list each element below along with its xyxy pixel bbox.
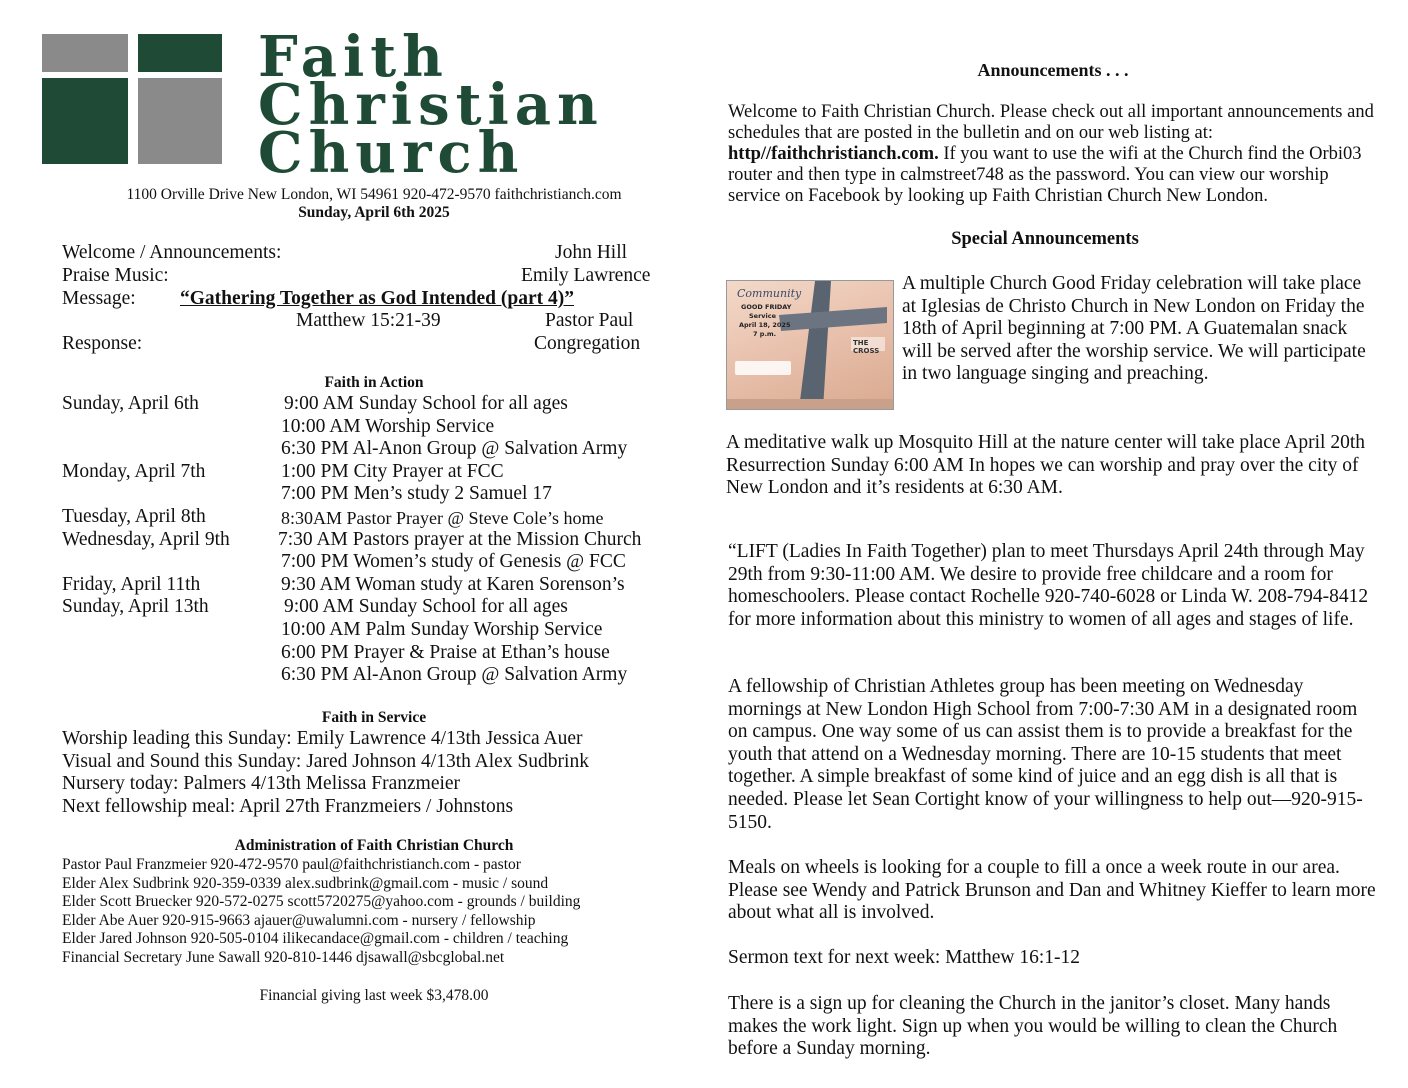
schedule-event: 9:00 AM Sunday School for all ages [284, 393, 568, 414]
response-name: Congregation [534, 333, 641, 354]
church-address: 1100 Orville Drive New London, WI 54961 920-472-9570 faithchristianch.com [126, 186, 622, 203]
schedule-day: Sunday, April 6th [62, 393, 199, 414]
administration-contact: Elder Alex Sudbrink 920-359-0339 alex.sudbrink@gmail.com - music / sound [62, 874, 549, 892]
service-assignment: Nursery today: Palmers 4/13th Melissa Franzmeier [62, 773, 461, 795]
administration-contact: Elder Jared Johnson 920-505-0104 ilikecandace@gmail.com - children / teaching [62, 930, 569, 948]
schedule-event: 10:00 AM Palm Sunday Worship Service [281, 619, 603, 640]
administration-heading: Administration of Faith Christian Church [234, 837, 514, 854]
good-friday-announcement: A multiple Church Good Friday celebration will take place at Iglesias de Christo Church in New London on Friday the 18th of April beginning at 7:00 PM. A Guatemalan snack will be served after the worship service. We will participate in two language singing and preaching. [902, 273, 1366, 385]
logo-line-faith: Faith [258, 24, 449, 90]
flyer-line-5: 7 p.m. [753, 330, 777, 338]
administration-contact: Pastor Paul Franzmeier 920-472-9570 paul@faithchristianch.com - pastor [62, 856, 521, 873]
schedule-event: 8:30AM Pastor Prayer @ Steve Cole’s home [281, 508, 604, 528]
good-friday-flyer [726, 280, 894, 410]
welcome-name: John Hill [555, 242, 628, 263]
welcome-text-pre: Welcome to Faith Christian Church. Please check out all important announcements and schedules that are posted in the bulletin and on our web listing at: [728, 102, 1374, 143]
schedule-day: Sunday, April 13th [62, 596, 209, 618]
schedule-event: 7:30 AM Pastors prayer at the Mission Church [278, 528, 642, 550]
financial-giving: Financial giving last week $3,478.00 [259, 987, 489, 1004]
schedule-day: Wednesday, April 9th [62, 528, 230, 550]
flyer-cross-label: THE CROSS [853, 339, 880, 355]
schedule-event: 1:00 PM City Prayer at FCC [281, 460, 504, 482]
schedule-event: 7:00 PM Women’s study of Genesis @ FCC [281, 551, 626, 573]
announcements-heading: Announcements . . . [977, 60, 1129, 80]
mosquito-hill-announcement: A meditative walk up Mosquito Hill at the nature center will take place April 20th Resurrection Sunday 6:00 AM In hopes we can worship and pray over the city of New London and it’s residents at 6:30 AM. [726, 432, 1366, 499]
service-assignment: Worship leading this Sunday: Emily Lawrence 4/13th Jessica Auer [62, 728, 583, 749]
faith-in-action-heading: Faith in Action [324, 374, 424, 391]
praise-name: Emily Lawrence [521, 265, 651, 286]
flyer-line-2: GOOD FRIDAY [741, 303, 792, 311]
sermon-text-next-week: Sermon text for next week: Matthew 16:1-12 [728, 947, 1080, 968]
flyer-line-4: April 18, 2025 [739, 321, 791, 329]
schedule-day: Monday, April 7th [62, 460, 206, 482]
schedule-event: 9:30 AM Woman study at Karen Sorenson’s [281, 573, 625, 595]
response-label: Response: [62, 333, 143, 354]
flyer-line-3: Service [749, 312, 777, 320]
message-scripture: Matthew 15:21-39 [296, 310, 441, 331]
administration-contact: Elder Scott Bruecker 920-572-0275 scott5720275@yahoo.com - grounds / building [62, 893, 581, 911]
welcome-text-post: If you want to use the wifi at the Church find the Orbi03 router and then type in calmstreet748 as the password. You can view our worship service on Facebook by looking up Faith Christian Church New London. [728, 144, 1362, 206]
flyer-line-1: Community [737, 287, 802, 300]
message-speaker: Pastor Paul [545, 310, 634, 331]
welcome-label: Welcome / Announcements: [62, 242, 282, 263]
fca-announcement: A fellowship of Christian Athletes group has been meeting on Wednesday mornings at New London High School from 7:00-7:30 AM in a designated room on campus. One way some of us can assist them is to provide a breakfast for the youth that attend on a Wednesday morning. There are 10-15 students that meet together. A simple breakfast of some kind of juice and an egg dish is all that is needed. Please let Sean Cortight know of your willingness to help out—920-915-5150. [728, 676, 1363, 833]
message-label: Message: [62, 288, 136, 309]
lift-announcement: “LIFT (Ladies In Faith Together) plan to meet Thursdays April 24th through May 29th from 9:30-11:00 AM. We desire to provide free childcare and a room for homeschoolers. Please contact Rochelle 920-740-6028 or Linda W. 208-794-8412 for more information about this ministry to women of all ages and stages of life. [728, 541, 1369, 630]
administration-contact: Financial Secretary June Sawall 920-810-1446 djsawall@sbcglobal.net [62, 949, 505, 966]
schedule-event: 9:00 AM Sunday School for all ages [284, 596, 568, 618]
logo-line-church: Church [258, 120, 525, 186]
meals-on-wheels-announcement: Meals on wheels is looking for a couple to fill a once a week route in our area. Please see Wendy and Patrick Brunson and Dan and Whitney Kieffer to learn more about what all is involved. [728, 857, 1376, 924]
schedule-event: 6:30 PM Al-Anon Group @ Salvation Army [281, 438, 628, 460]
faith-in-service-heading: Faith in Service [321, 709, 427, 726]
schedule-day: Friday, April 11th [62, 573, 201, 595]
praise-label: Praise Music: [62, 265, 169, 286]
message-title: “Gathering Together as God Intended (part 4)” [180, 288, 574, 309]
special-announcements-heading: Special Announcements [951, 229, 1139, 249]
logo-line-christian: Christian [258, 72, 604, 138]
service-date: Sunday, April 6th 2025 [298, 204, 450, 221]
service-assignment: Next fellowship meal: April 27th Franzmeiers / Johnstons [62, 795, 514, 817]
schedule-event: 10:00 AM Worship Service [281, 415, 495, 437]
administration-contact: Elder Abe Auer 920-915-9663 ajauer@uwalumni.com - nursery / fellowship [62, 911, 536, 929]
service-assignment: Visual and Sound this Sunday: Jared Johnson 4/13th Alex Sudbrink [62, 750, 589, 772]
welcome-paragraph [728, 102, 1380, 207]
schedule-day: Tuesday, April 8th [62, 506, 206, 527]
logo-blocks-icon [42, 34, 222, 164]
schedule-event: 7:00 PM Men’s study 2 Samuel 17 [281, 483, 552, 505]
cleaning-signup-announcement: There is a sign up for cleaning the Church in the janitor’s closet. Many hands makes the work light. Sign up when you would be willing to clean the Church before a Sunday morning. [728, 993, 1338, 1060]
schedule-event: 6:30 PM Al-Anon Group @ Salvation Army [281, 664, 628, 686]
schedule-event: 6:00 PM Prayer & Praise at Ethan’s house [281, 641, 610, 663]
website-link[interactable]: http//faithchristianch.com. [728, 144, 939, 164]
